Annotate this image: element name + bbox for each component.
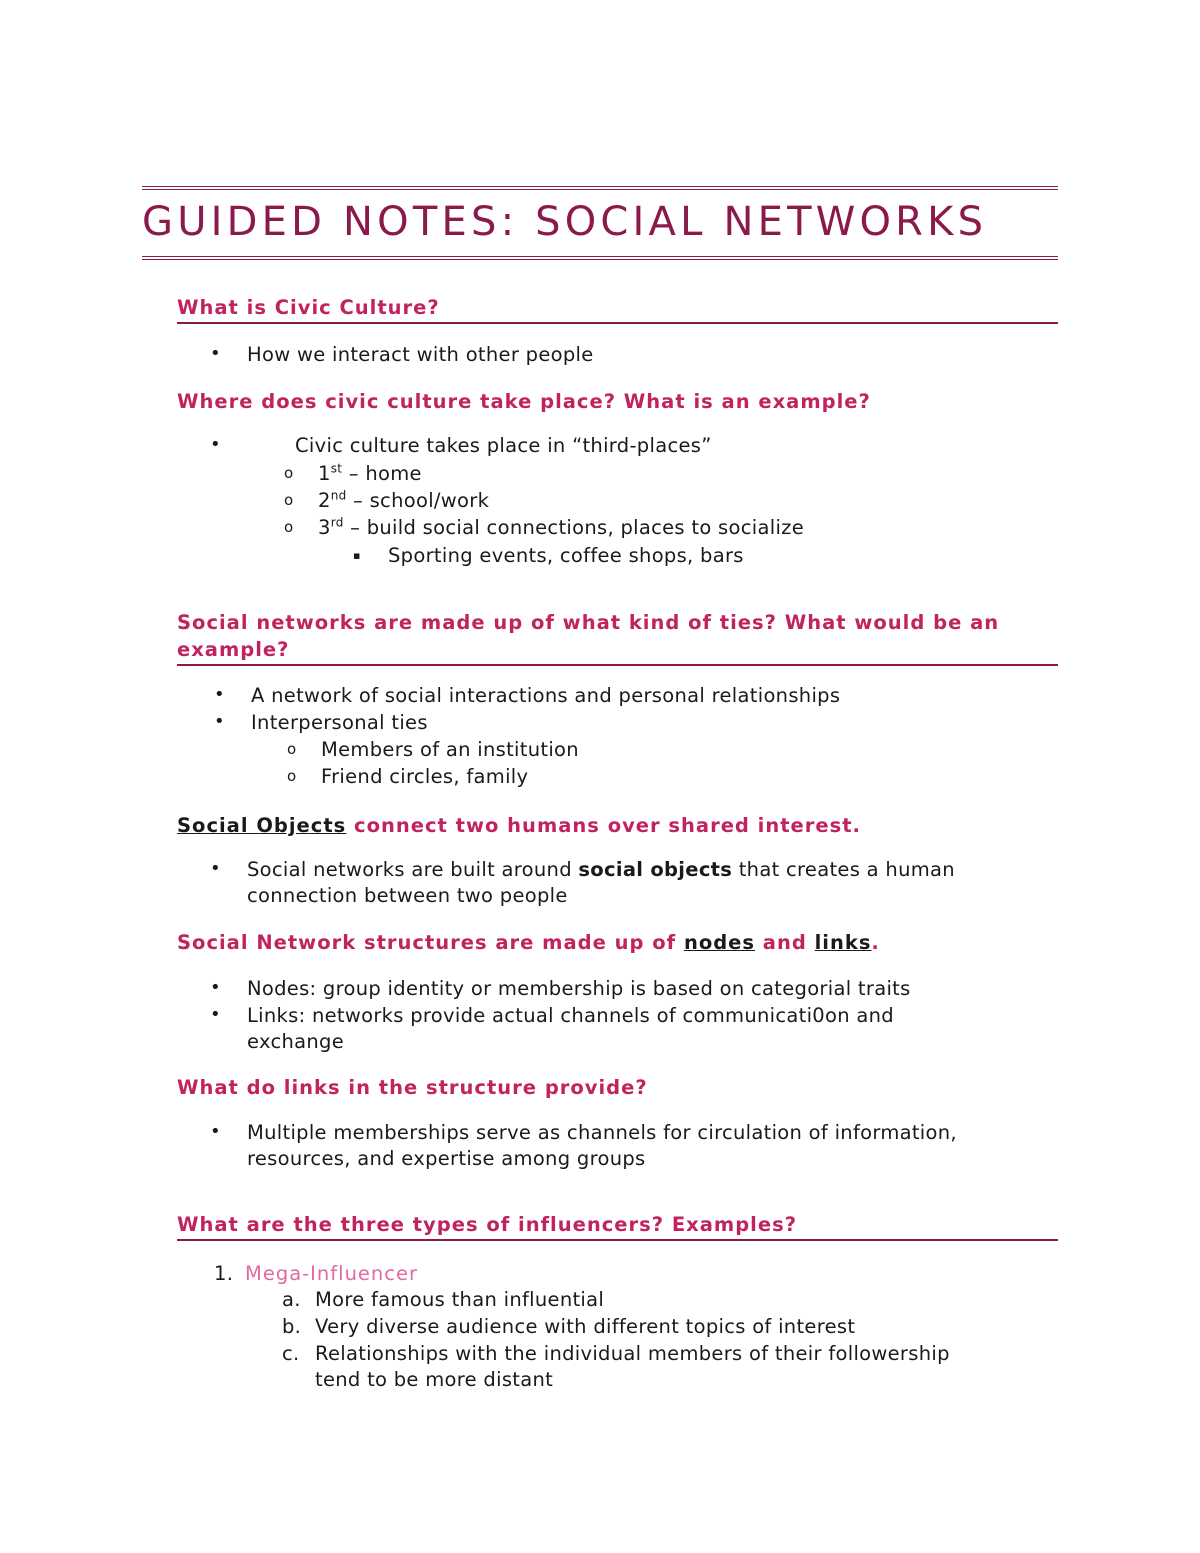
influencer-type-1: Mega-Influencer	[245, 1262, 419, 1285]
structures-bullet-2: Links: networks provide actual channels of communicati0on and exchange	[247, 1004, 894, 1053]
social-objects-bullet: Social networks are built around social objects that creates a human connection between two people	[247, 858, 955, 907]
ties-sub-2: Friend circles, family	[321, 765, 529, 788]
heading-civic-culture: What is Civic Culture?	[177, 294, 1058, 324]
third-place-examples: Sporting events, coffee shops, bars	[388, 544, 744, 567]
list-letter: c.	[282, 1342, 300, 1365]
heading-ties: Social networks are made up of what kind of ties? What would be an example?	[177, 609, 1058, 666]
third-place-item: 3rd – build social connections, places to socialize	[318, 515, 805, 539]
bullet-icon: •	[214, 711, 225, 732]
bullet-icon: •	[214, 684, 225, 705]
third-places-bullet: Civic culture takes place in “third-places”	[295, 434, 712, 457]
list-letter: a.	[282, 1288, 301, 1311]
circle-bullet-icon: o	[284, 518, 294, 536]
ties-bullet-1: A network of social interactions and personal relationships	[251, 684, 841, 707]
circle-bullet-icon: o	[287, 740, 297, 758]
bullet-icon: •	[210, 434, 221, 455]
heading-influencers: What are the three types of influencers? Examples?	[177, 1211, 1058, 1241]
title-block	[142, 186, 1058, 260]
heading-third-places: Where does civic culture take place? What is an example?	[177, 390, 871, 413]
bullet-icon: •	[210, 343, 221, 364]
bullet-icon: •	[210, 1004, 221, 1025]
influencer-point-c: Relationships with the individual members of their followership tend to be more distant	[315, 1342, 950, 1391]
ties-sub-1: Members of an institution	[321, 738, 579, 761]
influencer-point-a: More famous than influential	[315, 1288, 605, 1311]
influencer-point-b: Very diverse audience with different topics of interest	[315, 1315, 856, 1338]
page-title: GUIDED NOTES: SOCIAL NETWORKS	[142, 199, 988, 245]
bullet-icon: •	[210, 977, 221, 998]
bullet-icon: •	[210, 858, 221, 879]
first-place-item: 1st – home	[318, 461, 422, 485]
links-provide-bullet: Multiple memberships serve as channels for circulation of information, resources, and expertise among groups	[247, 1121, 957, 1170]
heading-structures: Social Network structures are made up of nodes and links.	[177, 931, 880, 954]
square-bullet-icon: ▪	[353, 549, 361, 562]
ties-bullet-2: Interpersonal ties	[251, 711, 428, 734]
bullet-icon: •	[210, 1121, 221, 1142]
civic-culture-bullet: How we interact with other people	[247, 343, 594, 366]
circle-bullet-icon: o	[284, 464, 294, 482]
title-top-rule	[142, 186, 1058, 190]
heading-links-provide: What do links in the structure provide?	[177, 1076, 648, 1099]
circle-bullet-icon: o	[287, 767, 297, 785]
circle-bullet-icon: o	[284, 491, 294, 509]
list-letter: b.	[282, 1315, 302, 1338]
title-bottom-rule	[142, 256, 1058, 260]
heading-social-objects: Social Objects connect two humans over shared interest.	[177, 814, 861, 837]
list-number: 1.	[214, 1262, 234, 1285]
second-place-item: 2nd – school/work	[318, 488, 490, 512]
structures-bullet-1: Nodes: group identity or membership is based on categorial traits	[247, 977, 911, 1000]
